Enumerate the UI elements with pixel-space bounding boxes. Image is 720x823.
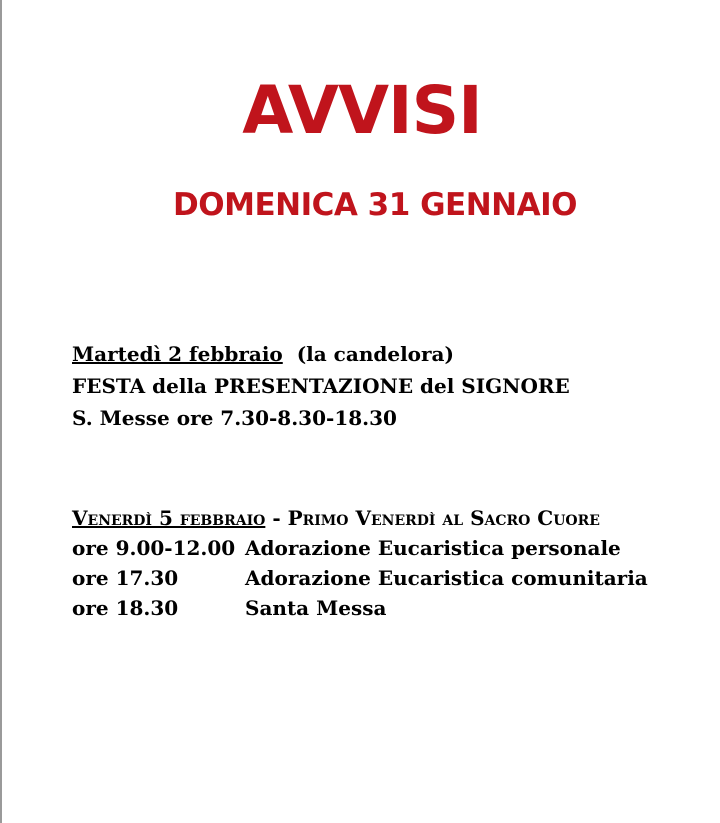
schedule-time: ore 17.30 xyxy=(72,566,179,590)
notice-candelora-note: (la candelora) xyxy=(296,342,454,366)
schedule-event: Adorazione Eucaristica personale xyxy=(245,536,621,560)
schedule-row xyxy=(72,593,648,623)
notice-candelora-masses: S. Messe ore 7.30-8.30-18.30 xyxy=(72,406,397,430)
schedule-time: ore 9.00-12.00 xyxy=(72,536,236,560)
notice-candelora-date: Martedì 2 febbraio xyxy=(72,342,283,366)
schedule-row xyxy=(72,533,648,563)
notice-primo-venerdi-date: Venerdì 5 febbraio xyxy=(72,506,266,530)
notice-primo-venerdi-note: - Primo Venerdì al Sacro Cuore xyxy=(272,506,600,530)
page-title: AVVISI xyxy=(242,72,482,149)
notice-candelora-feast: FESTA della PRESENTAZIONE del SIGNORE xyxy=(72,374,570,398)
notice-primo-venerdi-heading-line xyxy=(72,503,648,533)
schedule-event: Santa Messa xyxy=(245,596,387,620)
schedule-event: Adorazione Eucaristica comunitaria xyxy=(245,566,648,590)
notice-candelora-heading-line xyxy=(72,338,570,370)
notice-primo-venerdi xyxy=(72,503,648,623)
schedule-time: ore 18.30 xyxy=(72,596,179,620)
notice-candelora xyxy=(72,338,570,434)
schedule-row xyxy=(72,563,648,593)
date-subtitle: DOMENICA 31 GENNAIO xyxy=(173,187,577,223)
